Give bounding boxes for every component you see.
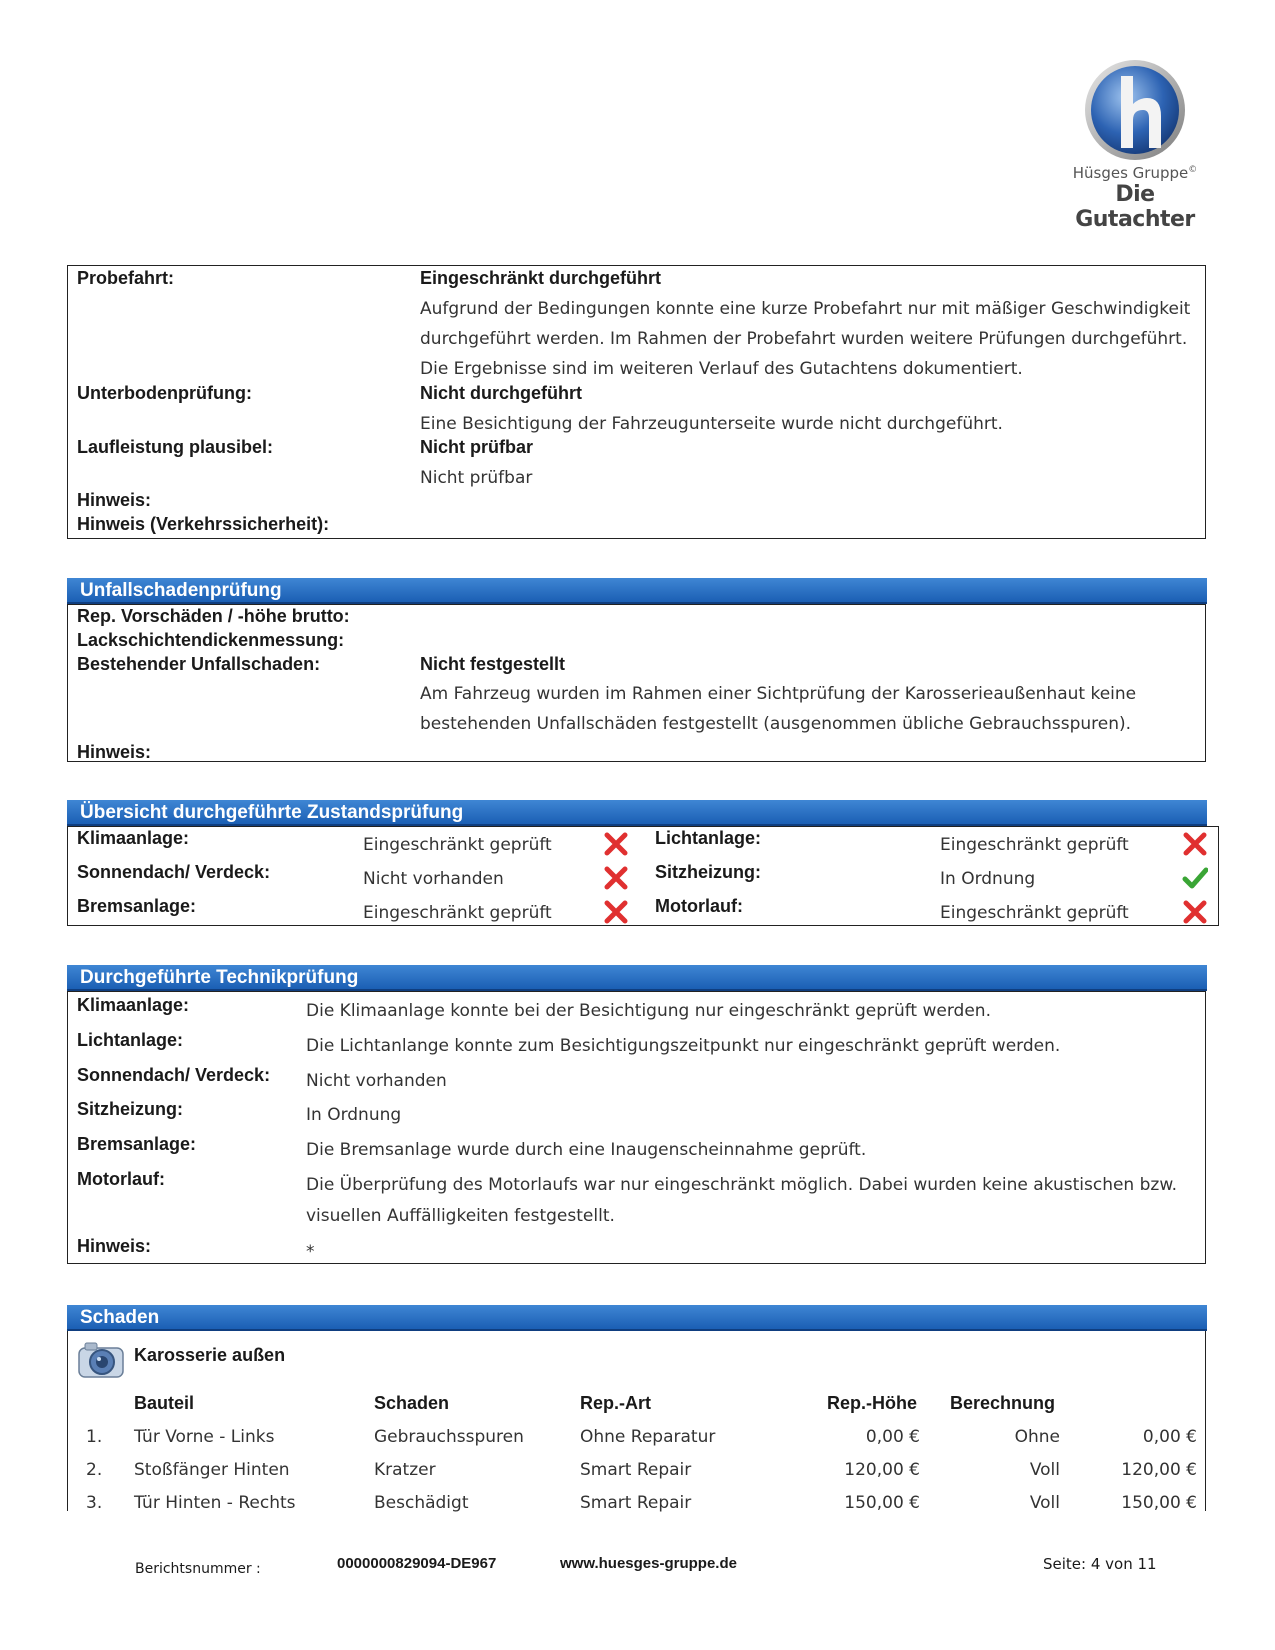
zustand-label: Klimaanlage:: [77, 828, 190, 848]
pruefung-label: Hinweis:: [77, 490, 152, 510]
zustand-value: Eingeschränkt geprüft: [940, 903, 1129, 923]
schaden-rep-art: Smart Repair: [580, 1460, 692, 1480]
pruefung-label: Probefahrt:: [77, 268, 175, 288]
camera-icon: [77, 1339, 125, 1384]
schaden-schaden: Kratzer: [374, 1460, 436, 1480]
technik-text-line: visuellen Auffälligkeiten festgestellt.: [306, 1206, 615, 1226]
schaden-rep-art: Ohne Reparatur: [580, 1427, 716, 1447]
pruefung-value: Eingeschränkt durchgeführt: [420, 268, 662, 288]
schaden-rep-hoehe: 120,00 €: [844, 1460, 920, 1480]
zustand-label: Sonnendach/ Verdeck:: [77, 862, 271, 882]
unfall-section-header: Unfallschadenprüfung: [67, 578, 1207, 604]
x-icon: [603, 865, 629, 891]
technik-text-line: *: [306, 1242, 315, 1262]
pruefung-text-line: Aufgrund der Bedingungen konnte eine kurze Probefahrt nur mit mäßiger Geschwindigkeit: [420, 299, 1191, 319]
x-icon: [1182, 899, 1208, 925]
x-icon: [603, 899, 629, 925]
unfall-label: Lackschichtendickenmessung:: [77, 630, 345, 650]
technik-text-line: Die Klimaanlage konnte bei der Besichtigung nur eingeschränkt geprüft werden.: [306, 1001, 991, 1021]
logo-emblem-icon: [1083, 58, 1187, 162]
pruefung-text-line: Eine Besichtigung der Fahrzeugunterseite wurde nicht durchgeführt.: [420, 414, 1003, 434]
schaden-betrag: 0,00 €: [1142, 1427, 1197, 1447]
technik-label: Sitzheizung:: [77, 1099, 183, 1119]
unfall-label: Bestehender Unfallschaden:: [77, 654, 321, 674]
zustand-value: Eingeschränkt geprüft: [363, 835, 552, 855]
pruefung-label: Unterbodenprüfung:: [77, 383, 252, 403]
schaden-rep-hoehe: 150,00 €: [844, 1493, 920, 1513]
schaden-column-header: Berechnung: [950, 1393, 1056, 1413]
pruefung-value: Nicht durchgeführt: [420, 383, 582, 403]
schaden-bauteil: Stoßfänger Hinten: [134, 1460, 290, 1480]
schaden-row-number: 3.: [86, 1493, 103, 1513]
schaden-rep-art: Smart Repair: [580, 1493, 692, 1513]
technik-text-line: Die Lichtanlange konnte zum Besichtigungszeitpunkt nur eingeschränkt geprüft werden.: [306, 1036, 1061, 1056]
schaden-column-header: Rep.-Höhe: [827, 1393, 917, 1413]
zustand-value: Nicht vorhanden: [363, 869, 504, 889]
schaden-berechnung: Voll: [1029, 1493, 1060, 1513]
technik-section-header: Durchgeführte Technikprüfung: [67, 965, 1207, 991]
unfall-text-line: Am Fahrzeug wurden im Rahmen einer Sichtprüfung der Karosserieaußenhaut keine: [420, 684, 1137, 704]
unfall-value: Nicht festgestellt: [420, 654, 566, 674]
unfall-label: Rep. Vorschäden / -höhe brutto:: [77, 606, 350, 626]
zustand-value: Eingeschränkt geprüft: [363, 903, 552, 923]
check-icon: [1182, 865, 1208, 891]
pruefung-text-line: durchgeführt werden. Im Rahmen der Probefahrt wurden weitere Prüfungen durchgeführt.: [420, 329, 1188, 349]
technik-text-line: Die Überprüfung des Motorlaufs war nur eingeschränkt möglich. Dabei wurden keine akustischen bzw.: [306, 1175, 1178, 1195]
pruefung-text-line: Die Ergebnisse sind im weiteren Verlauf des Gutachtens dokumentiert.: [420, 359, 1023, 379]
pruefung-label: Hinweis (Verkehrssicherheit):: [77, 514, 330, 534]
schaden-schaden: Gebrauchsspuren: [374, 1427, 524, 1447]
x-icon: [603, 831, 629, 857]
schaden-column-header: Rep.-Art: [580, 1393, 651, 1413]
schaden-section-header: Schaden: [67, 1305, 1207, 1331]
schaden-bauteil: Tür Hinten - Rechts: [134, 1493, 296, 1513]
schaden-rep-hoehe: 0,00 €: [865, 1427, 920, 1447]
schaden-berechnung: Voll: [1029, 1460, 1060, 1480]
schaden-schaden: Beschädigt: [374, 1493, 469, 1513]
pruefung-value: Nicht prüfbar: [420, 437, 534, 457]
zustand-value: In Ordnung: [940, 869, 1036, 889]
technik-text-line: In Ordnung: [306, 1105, 402, 1125]
zustand-section-header: Übersicht durchgeführte Zustandsprüfung: [67, 800, 1207, 826]
zustand-label: Lichtanlage:: [655, 828, 762, 848]
logo-line-2: Die Gutachter: [1075, 182, 1195, 232]
pruefung-text-line: Nicht prüfbar: [420, 468, 533, 488]
footer-website-link[interactable]: www.huesges-gruppe.de: [560, 1555, 737, 1572]
zustand-value: Eingeschränkt geprüft: [940, 835, 1129, 855]
technik-text-line: Die Bremsanlage wurde durch eine Inaugenscheinnahme geprüft.: [306, 1140, 867, 1160]
technik-label: Motorlauf:: [77, 1169, 165, 1189]
schaden-betrag: 120,00 €: [1121, 1460, 1197, 1480]
zustand-label: Bremsanlage:: [77, 896, 197, 916]
technik-label: Lichtanlage:: [77, 1030, 184, 1050]
technik-label: Klimaanlage:: [77, 995, 190, 1015]
schaden-bauteil: Tür Vorne - Links: [134, 1427, 275, 1447]
zustand-label: Sitzheizung:: [655, 862, 761, 882]
technik-text-line: Nicht vorhanden: [306, 1071, 447, 1091]
logo-line-1: Hüsges Gruppe©: [1072, 164, 1198, 182]
technik-label: Bremsanlage:: [77, 1134, 197, 1154]
technik-label: Sonnendach/ Verdeck:: [77, 1065, 271, 1085]
schaden-betrag: 150,00 €: [1121, 1493, 1197, 1513]
schaden-column-header: Bauteil: [134, 1393, 195, 1413]
footer-page-number: Seite: 4 von 11: [1043, 1555, 1157, 1573]
pruefung-label: Laufleistung plausibel:: [77, 437, 274, 457]
schaden-berechnung: Ohne: [1014, 1427, 1060, 1447]
technik-label: Hinweis:: [77, 1236, 152, 1256]
zustand-label: Motorlauf:: [655, 896, 743, 916]
footer-label: Berichtsnummer :: [135, 1561, 261, 1577]
schaden-row-number: 2.: [86, 1460, 103, 1480]
unfall-text-line: bestehenden Unfallschäden festgestellt (ausgenommen übliche Gebrauchsspuren).: [420, 714, 1132, 734]
unfall-label: Hinweis:: [77, 742, 152, 762]
footer-report-number: 0000000829094-DE967: [337, 1555, 497, 1572]
schaden-group-title: Karosserie außen: [134, 1345, 286, 1365]
x-icon: [1182, 831, 1208, 857]
schaden-column-header: Schaden: [374, 1393, 450, 1413]
company-logo: [1055, 58, 1215, 232]
schaden-row-number: 1.: [86, 1427, 103, 1447]
